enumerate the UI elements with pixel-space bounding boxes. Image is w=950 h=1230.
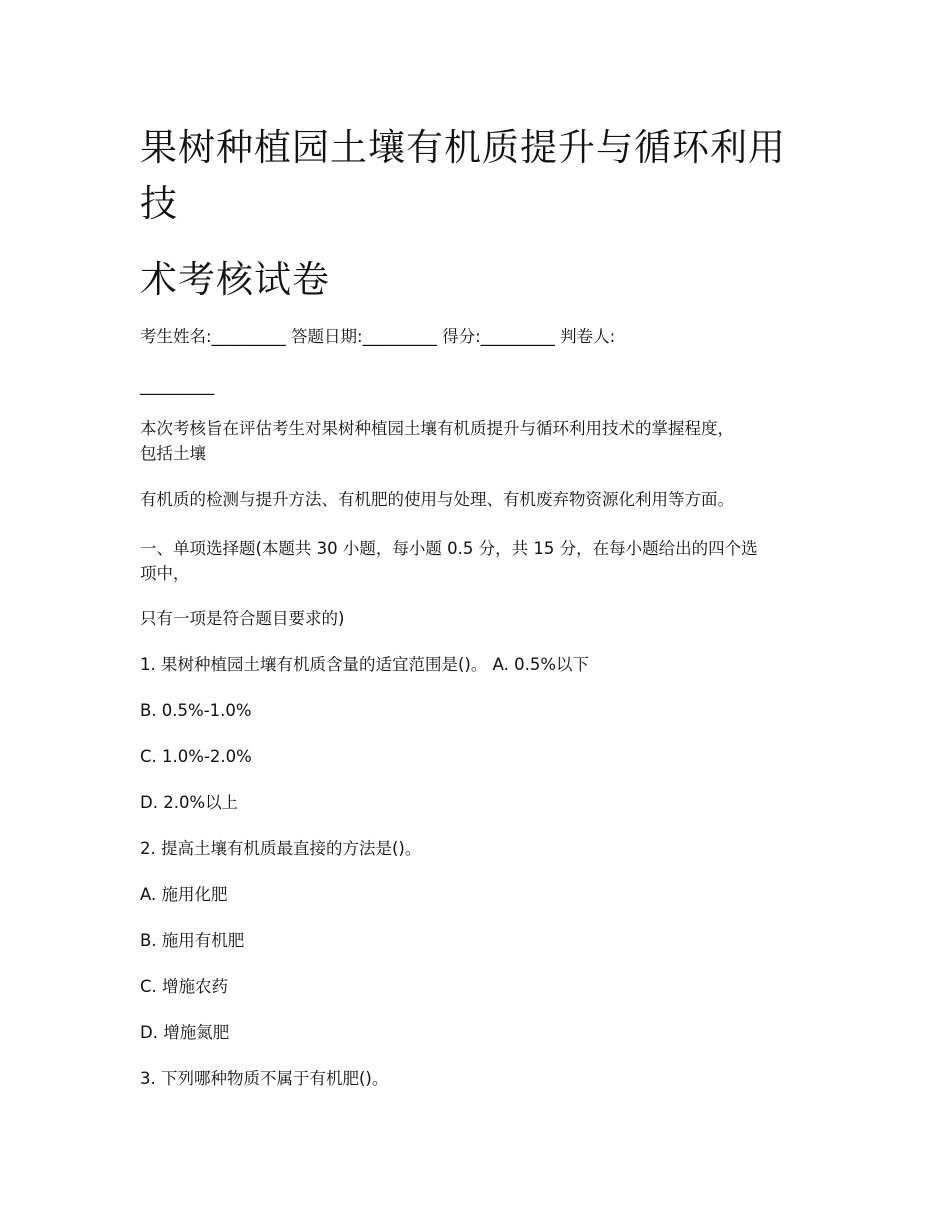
exam-info-blank: _________ [140, 376, 215, 395]
question-1-stem: 1. 果树种植园土壤有机质含量的适宜范围是()。 A. 0.5%以下 [140, 655, 590, 674]
document-title-line-2: 技 [140, 182, 178, 225]
document-title-line-3: 术考核试卷 [140, 258, 330, 301]
question-2-option-d: D. 增施氮肥 [140, 1023, 230, 1042]
intro-line-3: 有机质的检测与提升方法、有机肥的使用与处理、有机废弃物资源化利用等方面。 [140, 490, 734, 509]
exam-info-fields: 考生姓名:_________ 答题日期:_________ 得分:_________ 判卷人: [140, 327, 616, 346]
question-3-stem: 3. 下列哪种物质不属于有机肥()。 [140, 1069, 389, 1088]
section-heading-line-3: 只有一项是符合题目要求的) [140, 609, 345, 628]
question-2-option-b: B. 施用有机肥 [140, 931, 245, 950]
question-1-option-c: C. 1.0%-2.0% [140, 747, 252, 766]
intro-line-2: 包括土壤 [140, 444, 206, 463]
question-1-option-b: B. 0.5%-1.0% [140, 701, 252, 720]
question-2-stem: 2. 提高土壤有机质最直接的方法是()。 [140, 839, 422, 858]
section-heading-line-2: 项中， [140, 564, 190, 583]
document-title-line-1: 果树种植园土壤有机质提升与循环利用 [140, 126, 786, 169]
question-1-option-d: D. 2.0%以上 [140, 793, 239, 812]
question-2-option-a: A. 施用化肥 [140, 885, 228, 904]
question-2-option-c: C. 增施农药 [140, 977, 229, 996]
intro-line-1: 本次考核旨在评估考生对果树种植园土壤有机质提升与循环利用技术的掌握程度， [140, 419, 734, 438]
section-heading-line-1: 一、单项选择题(本题共 30 小题，每小题 0.5 分，共 15 分，在每小题给出的四个选 [140, 539, 758, 558]
